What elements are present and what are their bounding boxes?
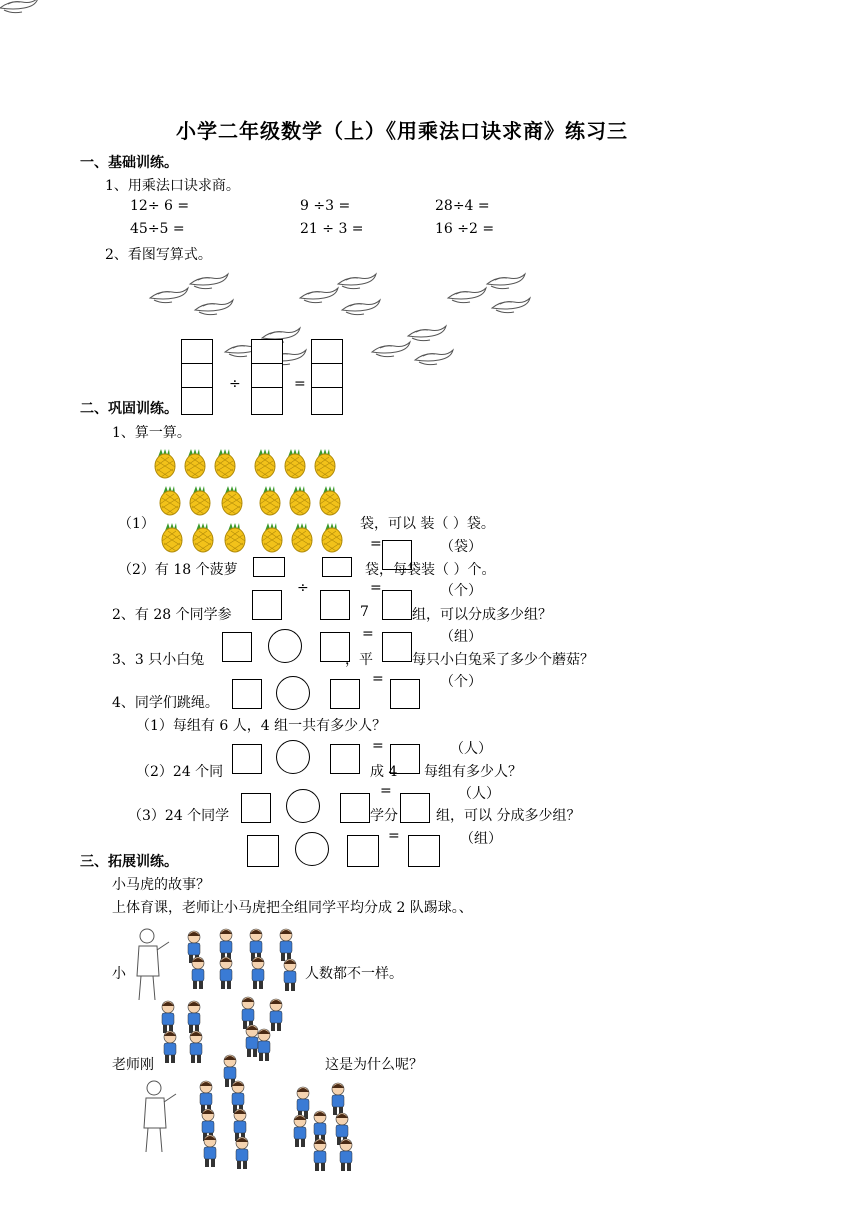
section-2-heading: 二、巩固训练。 (80, 401, 178, 417)
equation: 16 ÷2 = (435, 221, 495, 237)
equals-sign: = (388, 828, 400, 844)
s3-line4a: 老师刚 (112, 1057, 154, 1073)
s1-q2: 2、看图写算式。 (105, 247, 212, 263)
equation: 45÷5 = (130, 221, 185, 237)
equation: 12÷ 6 = (130, 198, 190, 214)
s2-q4-part3: （3）24 个同学 (128, 808, 230, 824)
equation: 28÷4 = (435, 198, 490, 214)
s3-line2: 上体育课，老师让小马虎把全组同学平均分成 2 队踢球。、 (112, 900, 473, 916)
section-3-heading: 三、拓展训练。 (80, 854, 178, 870)
s2-q2-text: 2、有 28 个同学参 (112, 607, 232, 623)
s3-line1: 小马虎的故事？ (112, 877, 210, 893)
s2-q2-num: 7 (360, 604, 369, 620)
unit-label: （袋） (440, 539, 482, 555)
unit-label: （人） (450, 741, 492, 757)
equals-sign: = (380, 783, 392, 799)
s3-line3b: 人数都不一样。 (305, 966, 403, 982)
s2-q1: 1、算一算。 (112, 425, 191, 441)
s3-line3a: 小 (112, 966, 126, 982)
s2-q1-part1-label: （1） (118, 516, 155, 532)
unit-label: （组） (440, 629, 482, 645)
s2-q4-part3-b: 学分 (370, 808, 398, 824)
divide-sign: ÷ (297, 580, 309, 596)
equals-sign: = (370, 580, 382, 596)
unit-label: （个） (440, 674, 482, 690)
equals-sign: = (370, 536, 382, 552)
equals-sign: = (372, 671, 384, 687)
equals-sign: = (362, 626, 374, 642)
s2-q3-text: 3、3 只小白兔 (112, 652, 205, 668)
s2-q4-part2-b: 成 4 (370, 764, 398, 780)
equals-sign: = (294, 376, 306, 392)
s2-q4-part1: （1）每组有 6 人，4 组一共有多少人？ (136, 718, 387, 734)
s2-q4-part2-c: 每组有多少人？ (424, 764, 522, 780)
s2-q4-part3-c: 组，可以 分成多少组？ (436, 808, 581, 824)
equation: 9 ÷3 = (300, 198, 351, 214)
s1-q1: 1、用乘法口诀求商。 (105, 178, 240, 194)
equation: 21 ÷ 3 = (300, 221, 364, 237)
page-title: 小学二年级数学（上）《用乘法口诀求商》练习三 (176, 119, 628, 143)
unit-label: （人） (458, 786, 500, 802)
section-1-heading: 一、基础训练。 (80, 155, 178, 171)
s2-q3-text-c: 每只小白兔采了多少个蘑菇？ (412, 652, 594, 668)
s2-q4-part2: （2）24 个同 (136, 764, 224, 780)
s3-line4b: 这是为什么呢？ (325, 1057, 423, 1073)
s2-q4-text: 4、同学们跳绳。 (112, 695, 219, 711)
s2-q1-part1-text: 袋，可以 装（ ）袋。 (360, 516, 495, 532)
equals-sign: = (372, 738, 384, 754)
s2-q1-part2-text: （2）有 18 个菠萝 (118, 562, 238, 578)
s2-q3-text-b: ，平 (345, 652, 373, 668)
unit-label: （个） (440, 583, 482, 599)
s2-q1-part2-text-b: 袋，每袋装（ ）个。 (365, 562, 496, 578)
unit-label: （组） (460, 831, 502, 847)
s2-q2-text-c: 组，可以分成多少组？ (412, 607, 552, 623)
divide-sign: ÷ (229, 376, 241, 392)
